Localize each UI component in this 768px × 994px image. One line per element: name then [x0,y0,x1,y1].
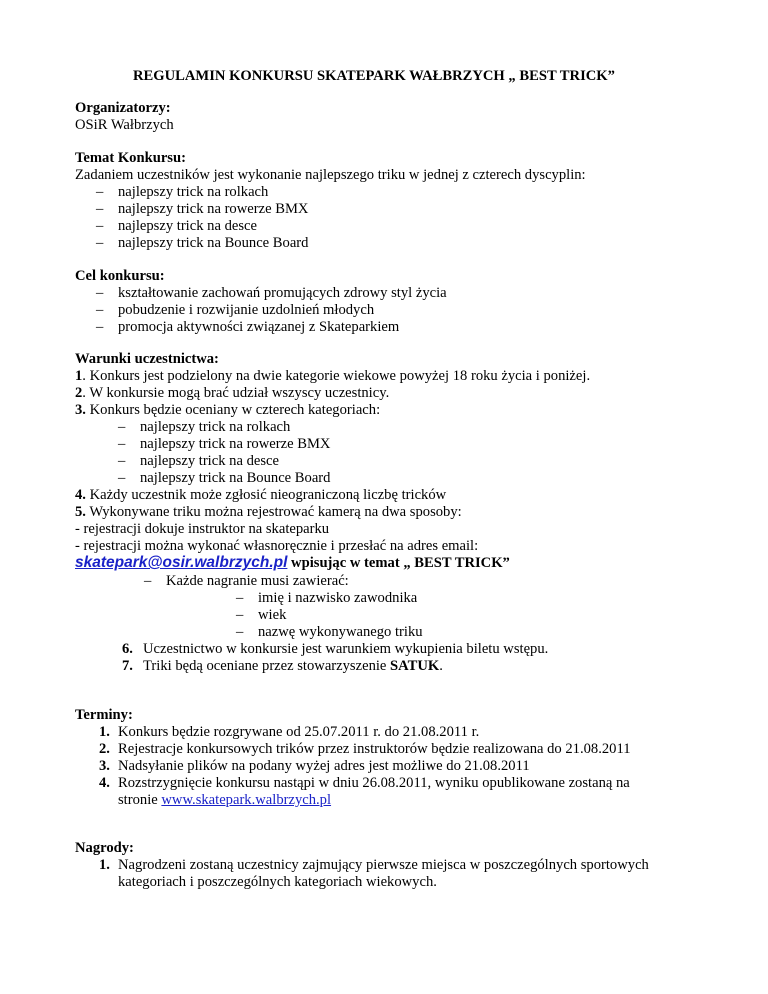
list-item: nazwę wykonywanego triku [258,624,423,640]
satuk-name: SATUK [390,658,440,674]
list-number: 4. [99,775,110,791]
list-item: promocja aktywności związanej z Skateparkiem [118,319,400,335]
prize-line-1: Nagrodzeni zostaną uczestnicy zajmujący pierwsze miejsca w poszczególnych sportowych [118,857,649,873]
dash-bullet: – [236,590,244,606]
list-item: najlepszy trick na desce [140,453,279,469]
list-item: kształtowanie zachowań promujących zdrowy styl życia [118,285,447,301]
organizers-name: OSiR Wałbrzych [75,117,174,133]
list-item: najlepszy trick na Bounce Board [140,470,331,486]
dash-bullet: – [96,319,104,335]
list-item-continuation: stronie www.skatepark.walbrzych.pl [118,792,332,808]
theme-intro: Zadaniem uczestników jest wykonanie najlepszego triku w jednej z czterech dyscyplin: [75,167,586,183]
document-title: REGULAMIN KONKURSU SKATEPARK WAŁBRZYCH „ BEST TRICK” [133,68,615,84]
dash-bullet: – [118,470,126,486]
dash-bullet: – [118,436,126,452]
dash-bullet: – [144,573,152,589]
website-link[interactable]: www.skatepark.walbrzych.pl [161,792,332,808]
condition-1: 1. Konkurs jest podzielony na dwie kategorie wiekowe powyżej 18 roku życia i poniżej. [75,368,591,384]
dash-bullet: – [118,419,126,435]
list-item: najlepszy trick na rolkach [140,419,291,435]
condition-7: Triki będą oceniane przez stowarzyszenie SATUK. [143,658,443,674]
list-number: 2. [99,741,110,757]
list-number: 1. [99,724,110,740]
dash-bullet: – [96,285,104,301]
condition-2: 2. W konkursie mogą brać udział wszyscy uczestnicy. [75,385,390,401]
organizers-heading: Organizatorzy: [75,100,171,116]
prize-line-2: kategoriach i poszczególnych kategoriach wiekowych. [118,874,437,890]
terms-heading: Terminy: [75,707,133,723]
condition-6-number: 6. [122,641,133,657]
dash-bullet: – [236,607,244,623]
dash-bullet: – [96,302,104,318]
list-item: Konkurs będzie rozgrywane od 25.07.2011 r. do 21.08.2011 r. [118,724,480,740]
conditions-heading: Warunki uczestnictwa: [75,351,219,367]
dash-bullet: – [96,235,104,251]
condition-6: Uczestnictwo w konkursie jest warunkiem wykupienia biletu wstępu. [143,641,549,657]
list-item: Rozstrzygnięcie konkursu nastąpi w dniu 26.08.2011, wyniku opublikowane zostaną na [118,775,630,791]
registration-way-2: - rejestracji można wykonać własnoręcznie i przesłać na adres email: [75,538,479,554]
list-item: najlepszy trick na rowerze BMX [118,201,309,217]
list-item: najlepszy trick na rowerze BMX [140,436,331,452]
condition-7-number: 7. [122,658,133,674]
list-item: Nadsyłanie plików na podany wyżej adres jest możliwe do 21.08.2011 [118,758,530,774]
email-link[interactable]: skatepark@osir.walbrzych.pl [75,554,288,571]
dash-bullet: – [96,218,104,234]
list-item: imię i nazwisko zawodnika [258,590,418,606]
list-item: Rejestracje konkursowych trików przez instruktorów będzie realizowana do 21.08.2011 [118,741,631,757]
list-item: najlepszy trick na Bounce Board [118,235,309,251]
dash-bullet: – [118,453,126,469]
condition-4: 4. Każdy uczestnik może zgłosić nieograniczoną liczbę tricków [75,487,447,503]
goal-heading: Cel konkursu: [75,268,165,284]
prizes-heading: Nagrody: [75,840,134,856]
list-item: pobudzenie i rozwijanie uzdolnień młodych [118,302,375,318]
list-number: 1. [99,857,110,873]
list-item: najlepszy trick na rolkach [118,184,269,200]
dash-bullet: – [96,184,104,200]
dash-bullet: – [96,201,104,217]
condition-5: 5. Wykonywane triku można rejestrować kamerą na dwa sposoby: [75,504,462,520]
email-line [75,555,510,572]
registration-way-1: - rejestracji dokuje instruktor na skateparku [75,521,330,537]
email-subject-note: wpisując w temat „ BEST TRICK” [287,555,510,571]
recording-requirements: Każde nagranie musi zawierać: [166,573,349,589]
dash-bullet: – [236,624,244,640]
list-number: 3. [99,758,110,774]
condition-3: 3. Konkurs będzie oceniany w czterech kategoriach: [75,402,381,418]
theme-heading: Temat Konkursu: [75,150,186,166]
list-item: wiek [258,607,287,623]
list-item: najlepszy trick na desce [118,218,257,234]
